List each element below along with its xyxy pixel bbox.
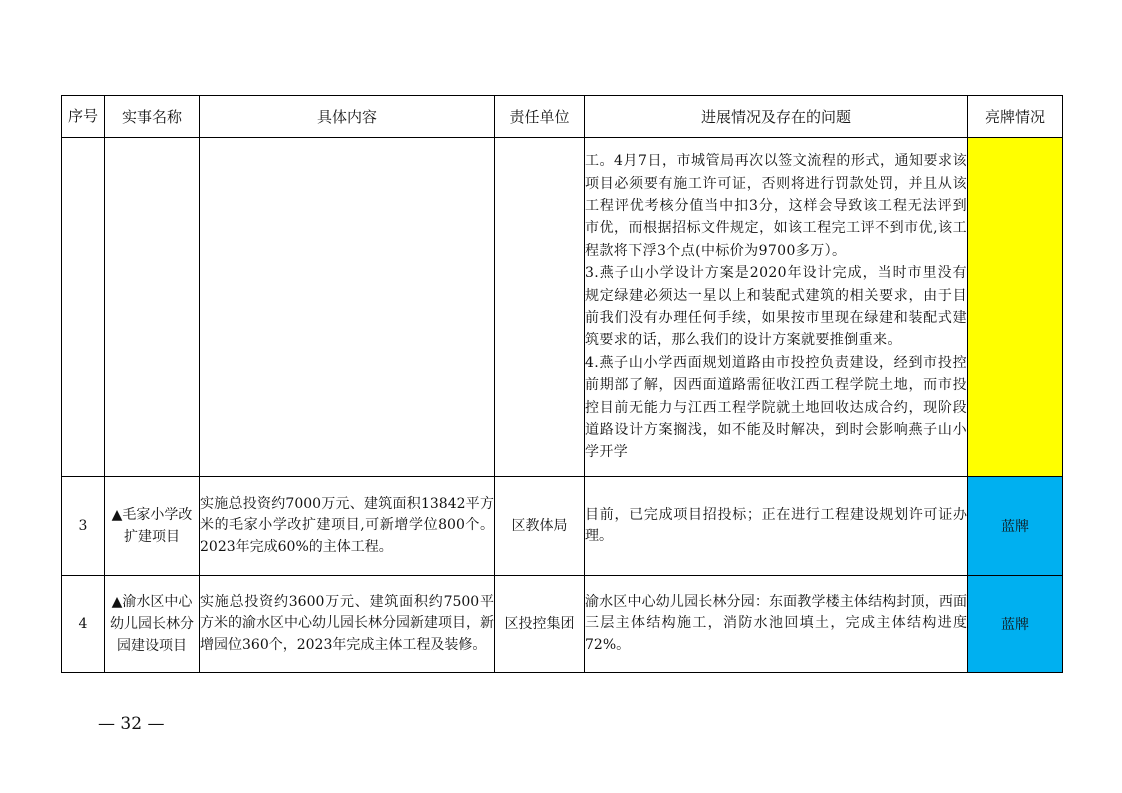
header-name: 实事名称	[105, 96, 200, 138]
table-row	[62, 477, 1063, 576]
progress-paragraph: 4.燕子山小学西面规划道路由市投控负责建设，经到市投控前期部了解，因西面道路需征收江西工程学院土地，而市投控目前无能力与江西工程学院就土地回收达成合约，现阶段道路设计方案搁浅，如不能及时解决，到时会影响燕子山小学开学	[585, 354, 967, 461]
row-progress: 渝水区中心幼儿园长林分园：东面教学楼主体结构封顶，西面三层主体结构施工，消防水池回填土，完成主体结构进度72%。	[585, 576, 968, 673]
header-progress: 进展情况及存在的问题	[585, 96, 968, 138]
row-content	[200, 138, 495, 477]
header-unit: 责任单位	[495, 96, 585, 138]
row-name: ▲毛家小学改扩建项目	[105, 477, 200, 576]
row-content: 实施总投资约7000万元、建筑面积13842平方米的毛家小学改扩建项目,可新增学位800个。2023年完成60%的主体工程。	[200, 477, 495, 576]
page-number: — 32 —	[98, 714, 165, 734]
row-progress	[585, 138, 968, 477]
row-unit: 区教体局	[495, 477, 585, 576]
row-name: ▲渝水区中心幼儿园长林分园建设项目	[105, 576, 200, 673]
project-table	[61, 95, 1063, 673]
progress-paragraph: 3.燕子山小学设计方案是2020年设计完成，当时市里没有规定绿建必须达一星以上和装配式建筑的相关要求，由于目前我们没有办理任何手续，如果按市里现在绿建和装配式建筑要求的话，那么我们的设计方案就要推倒重来。	[585, 265, 967, 349]
progress-paragraph: 工。4月7日，市城管局再次以签文流程的形式，通知要求该项目必须要有施工许可证，否则将进行罚款处罚，并且从该工程评优考核分值当中扣3分，这样会导致该工程无法评到市优，而根据招标文件规定，如该工程完工评不到市优,该工程款将下浮3个点(中标价为9700多万）。	[585, 153, 967, 259]
row-unit: 区投控集团	[495, 576, 585, 673]
status-badge-yellow	[968, 138, 1063, 477]
row-unit	[495, 138, 585, 477]
header-content: 具体内容	[200, 96, 495, 138]
status-badge-blue: 蓝牌	[968, 576, 1063, 673]
status-badge-blue: 蓝牌	[968, 477, 1063, 576]
row-seq	[62, 138, 105, 477]
header-seq: 序号	[62, 96, 105, 138]
table-header-row	[62, 96, 1063, 138]
row-content: 实施总投资约3600万元、建筑面积约7500平方米的渝水区中心幼儿园长林分园新建项目，新增园位360个，2023年完成主体工程及装修。	[200, 576, 495, 673]
table-row	[62, 576, 1063, 673]
header-badge: 亮牌情况	[968, 96, 1063, 138]
row-seq: 4	[62, 576, 105, 673]
row-progress: 目前，已完成项目招投标；正在进行工程建设规划许可证办理。	[585, 477, 968, 576]
row-name	[105, 138, 200, 477]
table-row	[62, 138, 1063, 477]
row-seq: 3	[62, 477, 105, 576]
